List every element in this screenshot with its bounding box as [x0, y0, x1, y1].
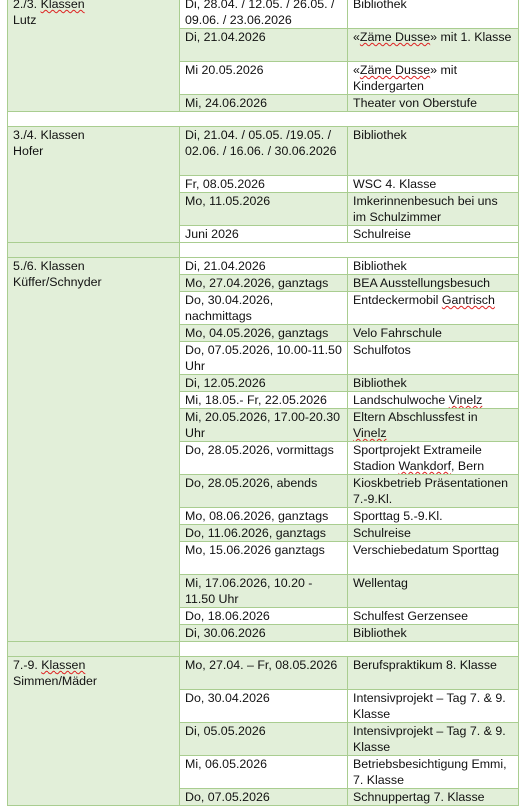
date-cell: Di, 21.04.2026 — [180, 258, 348, 275]
text-run: Bibliothek — [353, 626, 407, 640]
date-cell: Mo, 27.04.2026, ganztags — [180, 275, 348, 292]
date-cell: Do, 07.05.2026, 10.00-11.50 Uhr — [180, 342, 348, 375]
spellcheck-word: Vinelz — [448, 393, 483, 407]
text-run: Bibliothek — [353, 376, 407, 390]
spacer-cell — [8, 243, 180, 258]
activity-cell — [348, 127, 519, 176]
activity-cell — [348, 657, 519, 690]
text-run: Wellentag — [353, 576, 408, 590]
date-cell: Mi 20.05.2026 — [180, 62, 348, 95]
spacer-cell — [8, 112, 519, 127]
activity-cell — [348, 29, 519, 62]
activity-cell — [348, 723, 519, 756]
text-run: , Bern — [451, 459, 485, 473]
text-run: Intensivprojekt – Tag 7. & 9. Klasse — [353, 724, 506, 754]
activity-cell — [348, 226, 519, 243]
activity-cell — [348, 690, 519, 723]
date-cell: Mo, 11.05.2026 — [180, 193, 348, 226]
activity-cell — [348, 392, 519, 409]
text-run: Schulreise — [353, 227, 411, 241]
date-cell: Juni 2026 — [180, 226, 348, 243]
date-cell: Do, 30.04.2026 — [180, 690, 348, 723]
activity-cell — [348, 608, 519, 625]
class-group-teacher — [13, 143, 174, 159]
text-run: 3./4. Klassen — [13, 128, 85, 142]
date-cell: Di, 28.04. / 12.05. / 26.05. / 09.06. / 23.06.2026 — [180, 0, 348, 29]
text-run: Lutz — [13, 13, 37, 27]
spellcheck-word: Zäme Dusse — [359, 30, 431, 44]
text-run: » mit 1. Klasse — [430, 30, 512, 44]
date-cell: Mi, 20.05.2026, 17.00-20.30 Uhr — [180, 409, 348, 442]
date-cell: Mo, 08.06.2026, ganztags — [180, 508, 348, 525]
spacer-cell — [180, 243, 519, 258]
date-cell: Do, 11.06.2026, ganztags — [180, 525, 348, 542]
activity-cell — [348, 275, 519, 292]
text-run: Betriebsbesichtigung Emmi, 7. Klasse — [353, 757, 507, 787]
date-cell: Di, 30.06.2026 — [180, 625, 348, 642]
date-cell: Mo, 04.05.2026, ganztags — [180, 325, 348, 342]
activity-cell — [348, 325, 519, 342]
spellcheck-word: Vinelz — [353, 426, 387, 440]
spellcheck-word: Zäme Dusse — [359, 63, 431, 77]
activity-cell — [348, 258, 519, 275]
text-run: 7.-9. — [13, 658, 42, 672]
date-cell: Mo, 15.06.2026 ganztags — [180, 542, 348, 575]
schedule-table — [7, 0, 519, 806]
schedule-row — [8, 258, 519, 275]
date-cell: Mi, 24.06.2026 — [180, 95, 348, 112]
class-group-cell — [8, 127, 180, 243]
spellcheck-word: Klassen — [41, 658, 86, 672]
text-run: Verschiebedatum Sporttag — [353, 543, 500, 557]
date-cell: Do, 30.04.2026, nachmittags — [180, 292, 348, 325]
text-run: Theater von Oberstufe — [353, 96, 477, 110]
activity-cell — [348, 95, 519, 112]
text-run: Bibliothek — [353, 128, 407, 142]
class-group-teacher — [13, 274, 174, 290]
date-cell: Di, 21.04.2026 — [180, 29, 348, 62]
activity-cell — [348, 292, 519, 325]
activity-cell — [348, 475, 519, 508]
group-spacer-row — [8, 642, 519, 657]
text-run: Velo Fahrschule — [353, 326, 442, 340]
class-group-cell — [8, 0, 180, 112]
activity-cell — [348, 789, 519, 806]
text-run: Simmen/Mäder — [13, 674, 98, 688]
date-cell: Mi, 18.05.- Fr, 22.05.2026 — [180, 392, 348, 409]
text-run: Bibliothek — [353, 0, 407, 11]
activity-cell — [348, 442, 519, 475]
schedule-row — [8, 657, 519, 690]
date-cell: Fr, 08.05.2026 — [180, 176, 348, 193]
class-group-title — [13, 127, 174, 143]
spellcheck-word: Klassen — [40, 0, 85, 11]
date-cell: Mi, 17.06.2026, 10.20 - 11.50 Uhr — [180, 575, 348, 608]
text-run: WSC 4. Klasse — [353, 177, 437, 191]
activity-cell — [348, 756, 519, 789]
text-run: Berufspraktikum 8. Klasse — [353, 658, 497, 672]
class-group-cell — [8, 657, 180, 806]
activity-cell — [348, 62, 519, 95]
text-run: Sporttag 5.-9.Kl. — [353, 509, 443, 523]
text-run: Küffer/Schnyder — [13, 275, 102, 289]
activity-cell — [348, 575, 519, 608]
text-run: BEA Ausstellungsbesuch — [353, 276, 491, 290]
text-run: Imkerinnenbesuch bei uns im Schulzimmer — [353, 194, 498, 224]
text-run: Eltern Abschlussfest in — [353, 410, 478, 424]
text-run: Schnuppertag 7. Klasse — [353, 790, 485, 804]
text-run: Schulfotos — [353, 343, 411, 357]
text-run: 5./6. Klassen — [13, 259, 85, 273]
activity-cell — [348, 508, 519, 525]
date-cell: Mi, 06.05.2026 — [180, 756, 348, 789]
date-cell: Do, 18.06.2026 — [180, 608, 348, 625]
activity-cell — [348, 409, 519, 442]
activity-cell — [348, 193, 519, 226]
text-run: Intensivprojekt – Tag 7. & 9. Klasse — [353, 691, 506, 721]
date-cell: Mo, 27.04. – Fr, 08.05.2026 — [180, 657, 348, 690]
text-run: Entdeckermobil — [353, 293, 442, 307]
class-group-teacher — [13, 12, 174, 28]
class-group-title — [13, 0, 174, 12]
text-run: Schulreise — [353, 526, 411, 540]
date-cell: Di, 21.04. / 05.05. /19.05. / 02.06. / 16.06. / 30.06.2026 — [180, 127, 348, 176]
spellcheck-word: Gantrisch — [441, 293, 495, 307]
spacer-cell — [8, 642, 180, 657]
spacer-cell — [180, 642, 519, 657]
text-run: Landschulwoche — [353, 393, 449, 407]
date-cell: Di, 05.05.2026 — [180, 723, 348, 756]
schedule-body — [8, 0, 519, 806]
text-run: » mit Kindergarten — [353, 63, 458, 93]
text-run: Schulfest Gerzensee — [353, 609, 469, 623]
date-cell: Do, 07.05.2026 — [180, 789, 348, 806]
text-run: « — [353, 63, 360, 77]
group-spacer-row — [8, 243, 519, 258]
group-spacer-row — [8, 112, 519, 127]
activity-cell — [348, 176, 519, 193]
text-run: Bibliothek — [353, 259, 407, 273]
activity-cell — [348, 0, 519, 29]
activity-cell — [348, 525, 519, 542]
class-group-cell — [8, 258, 180, 642]
text-run: 2./3. — [13, 0, 41, 11]
schedule-row — [8, 0, 519, 29]
activity-cell — [348, 625, 519, 642]
activity-cell — [348, 375, 519, 392]
activity-cell — [348, 542, 519, 575]
text-run: Sportprojekt Extrameile Stadion — [353, 443, 482, 473]
activity-cell — [348, 342, 519, 375]
text-run: Hofer — [13, 144, 44, 158]
date-cell: Do, 28.05.2026, abends — [180, 475, 348, 508]
class-group-teacher — [13, 673, 174, 689]
date-cell: Do, 28.05.2026, vormittags — [180, 442, 348, 475]
text-run: « — [353, 30, 360, 44]
class-group-title — [13, 657, 174, 673]
text-run: Kioskbetrieb Präsentationen 7.-9.Kl. — [353, 476, 508, 506]
schedule-row — [8, 127, 519, 176]
class-group-title — [13, 258, 174, 274]
date-cell: Di, 12.05.2026 — [180, 375, 348, 392]
spellcheck-word: Wankdorf — [398, 459, 452, 473]
